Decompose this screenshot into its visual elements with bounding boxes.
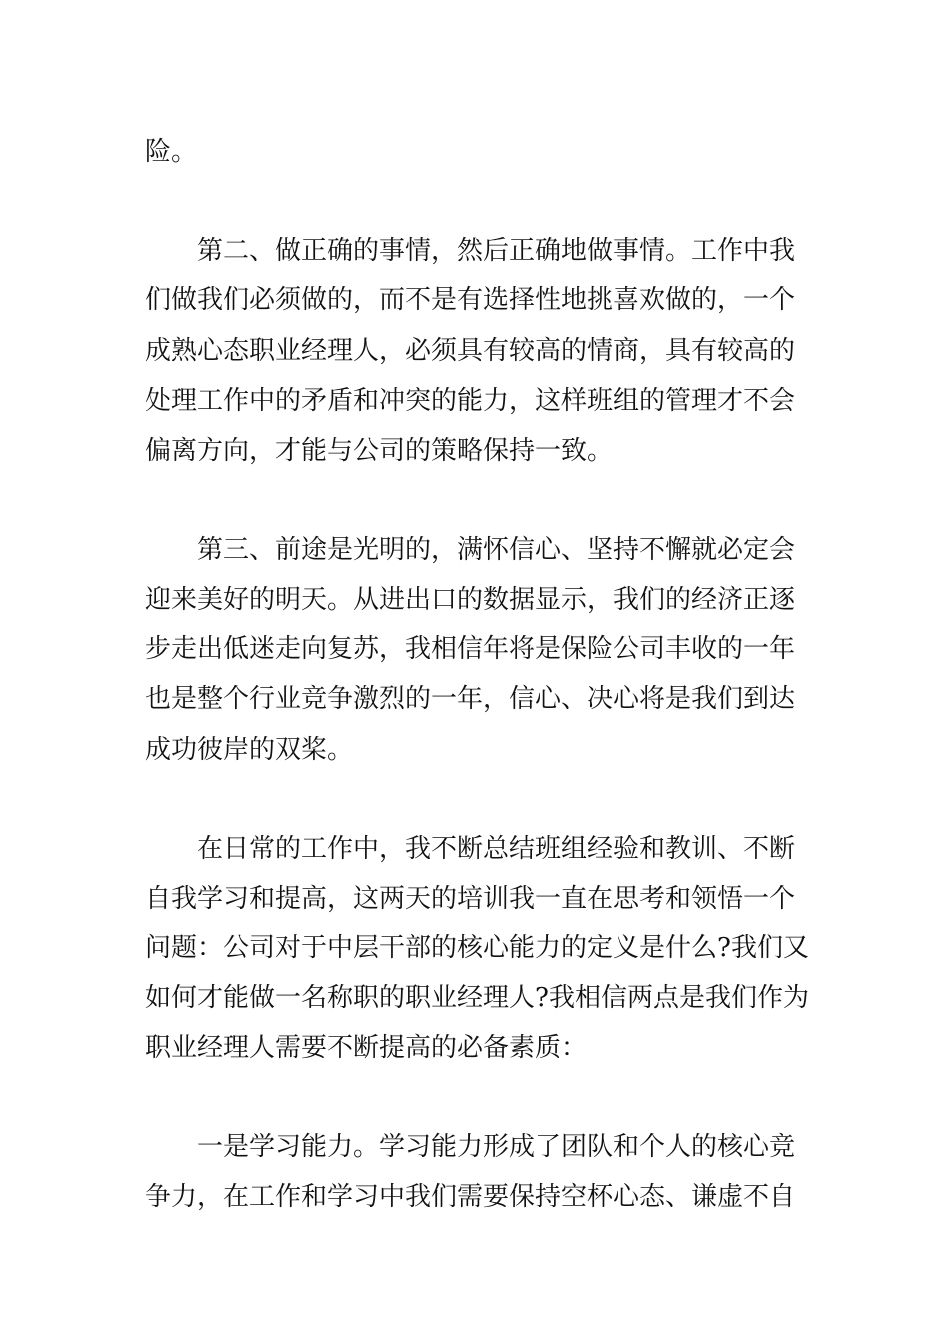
paragraph-3-line-2: 迎来美好的明天。从进出口的数据显示，我们的经济正逐 xyxy=(145,585,796,615)
paragraph-4-line-1: 在日常的工作中，我不断总结班组经验和教训、不断 xyxy=(197,834,796,864)
paragraph-2-line-5: 偏离方向，才能与公司的策略保持一致。 xyxy=(145,436,614,466)
paragraph-3-line-4: 也是整个行业竞争激烈的一年，信心、决心将是我们到达 xyxy=(145,684,796,714)
paragraph-3-line-1: 第三、前途是光明的，满怀信心、坚持不懈就必定会 xyxy=(197,535,796,565)
paragraph-4-line-5: 职业经理人需要不断提高的必备素质： xyxy=(145,1033,588,1063)
paragraph-2-line-4: 处理工作中的矛盾和冲突的能力，这样班组的管理才不会 xyxy=(145,386,796,416)
paragraph-4-line-2: 自我学习和提高，这两天的培训我一直在思考和领悟一个 xyxy=(145,884,796,914)
paragraph-2-line-3: 成熟心态职业经理人，必须具有较高的情商，具有较高的 xyxy=(145,336,796,366)
paragraph-4-line-3: 问题：公司对于中层干部的核心能力的定义是什么?我们又 xyxy=(145,933,809,963)
paragraph-5-line-1: 一是学习能力。学习能力形成了团队和个人的核心竞 xyxy=(197,1132,796,1162)
paragraph-2-line-1: 第二、做正确的事情，然后正确地做事情。工作中我 xyxy=(197,236,796,266)
paragraph-1-line-1: 险。 xyxy=(145,137,198,167)
paragraph-4-line-4: 如何才能做一名称职的职业经理人?我相信两点是我们作为 xyxy=(145,983,809,1013)
paragraph-5-line-2: 争力，在工作和学习中我们需要保持空杯心态、谦虚不自 xyxy=(145,1182,796,1212)
paragraph-3-line-5: 成功彼岸的双桨。 xyxy=(145,735,354,765)
paragraph-2-line-2: 们做我们必须做的，而不是有选择性地挑喜欢做的，一个 xyxy=(145,285,796,315)
paragraph-3-line-3: 步走出低迷走向复苏，我相信年将是保险公司丰收的一年 xyxy=(145,634,796,664)
